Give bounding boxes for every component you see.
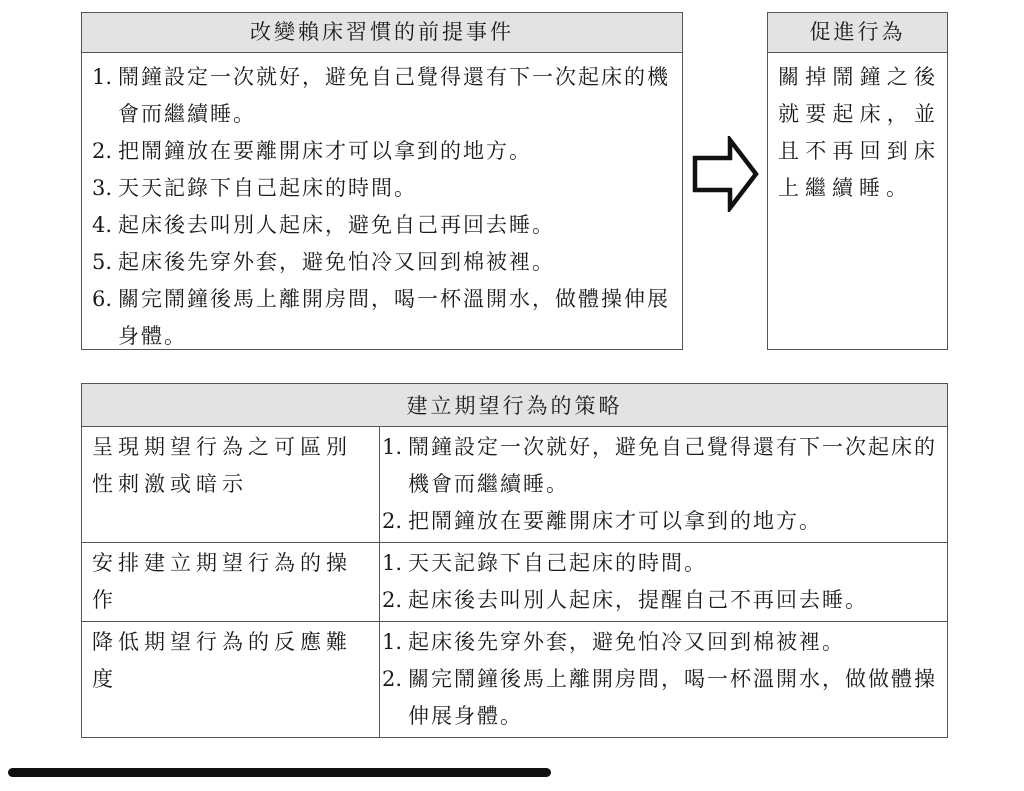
item-text: 天天記錄下自己起床的時間。 [118, 176, 417, 200]
item-text: 把鬧鐘放在要離開床才可以拿到的地方。 [408, 509, 822, 533]
item-text: 天天記錄下自己起床的時間。 [408, 551, 707, 575]
strategy-category: 降低期望行為的反應難度 [82, 622, 380, 738]
item-text: 起床後先穿外套，避免怕冷又回到棉被裡。 [118, 250, 555, 274]
item-text: 起床後去叫別人起床，避免自己再回去睡。 [118, 213, 555, 237]
table-row [82, 543, 948, 622]
strategy-item [382, 582, 941, 619]
strategy-items-cell [380, 427, 948, 543]
home-indicator-bar[interactable] [8, 768, 551, 777]
strategy-item [382, 545, 941, 582]
promote-behavior-title: 促進行為 [768, 13, 947, 53]
antecedent-item [92, 59, 676, 133]
strategy-category: 安排建立期望行為的操作 [82, 543, 380, 622]
table-row [82, 427, 948, 543]
item-number: 2. [92, 139, 113, 163]
strategy-table-title: 建立期望行為的策略 [82, 384, 948, 427]
strategy-item [382, 624, 941, 661]
strategy-items-list [382, 624, 941, 735]
strategy-table [81, 383, 948, 738]
item-number: 1. [382, 435, 403, 459]
item-text: 起床後先穿外套，避免怕冷又回到棉被裡。 [408, 630, 845, 654]
item-number: 4. [92, 213, 113, 237]
promote-behavior-text: 關掉鬧鐘之後就要起床，並且不再回到床上繼續睡。 [778, 65, 941, 200]
item-text: 鬧鐘設定一次就好，避免自己覺得還有下一次起床的機會而繼續睡。 [408, 435, 937, 496]
table-row [82, 622, 948, 738]
strategy-item [382, 661, 941, 735]
strategy-items-list [382, 429, 941, 540]
strategy-items-list [382, 545, 941, 619]
antecedent-item [92, 207, 676, 244]
item-number: 1. [382, 551, 403, 575]
item-text: 起床後去叫別人起床，提醒自己不再回去睡。 [408, 588, 868, 612]
item-number: 3. [92, 176, 113, 200]
antecedent-item [92, 170, 676, 207]
item-text: 關完鬧鐘後馬上離開房間，喝一杯溫開水，做做體操伸展身體。 [408, 667, 937, 728]
item-text: 把鬧鐘放在要離開床才可以拿到的地方。 [118, 139, 532, 163]
item-text: 鬧鐘設定一次就好，避免自己覺得還有下一次起床的機會而繼續睡。 [118, 65, 670, 126]
antecedent-events-box [81, 12, 683, 350]
item-number: 2. [382, 509, 403, 533]
antecedent-events-list [82, 53, 682, 355]
strategy-item [382, 503, 941, 540]
right-arrow-outline-icon [692, 136, 760, 212]
strategy-items-cell [380, 622, 948, 738]
antecedent-events-title: 改變賴床習慣的前提事件 [82, 13, 682, 53]
item-number: 6. [92, 287, 113, 311]
promote-behavior-box [767, 12, 948, 350]
antecedent-item [92, 133, 676, 170]
strategy-item [382, 429, 941, 503]
item-number: 1. [92, 65, 113, 89]
antecedent-item [92, 244, 676, 281]
antecedent-item [92, 281, 676, 355]
arrow-svg [692, 136, 760, 212]
strategy-category: 呈現期望行為之可區別性刺激或暗示 [82, 427, 380, 543]
item-number: 5. [92, 250, 113, 274]
strategy-items-cell [380, 543, 948, 622]
item-number: 2. [382, 588, 403, 612]
item-text: 關完鬧鐘後馬上離開房間，喝一杯溫開水，做體操伸展身體。 [118, 287, 670, 348]
item-number: 2. [382, 667, 403, 691]
item-number: 1. [382, 630, 403, 654]
